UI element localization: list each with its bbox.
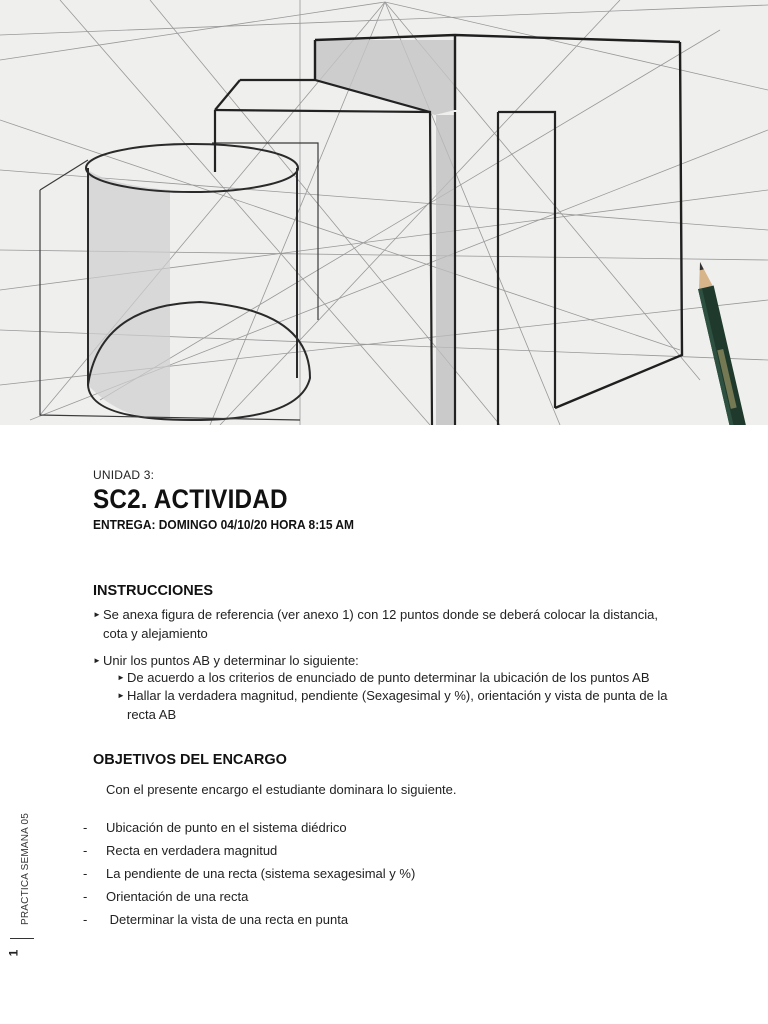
- objectives-heading: OBJETIVOS DEL ENCARGO: [93, 752, 287, 768]
- header-block: [93, 468, 693, 532]
- objectives-intro: Con el presente encargo el estudiante dominara lo siguiente.: [106, 782, 457, 797]
- instructions-heading: INSTRUCCIONES: [93, 583, 214, 599]
- hero-sketch-image: [0, 0, 768, 425]
- instruction-item: ► Unir los puntos AB y determinar lo siguiente:: [93, 653, 359, 668]
- delivery-date: ENTREGA: DOMINGO 04/10/20 HORA 8:15 AM: [93, 517, 354, 532]
- instruction-subitem: ► Hallar la verdadera magnitud, pendiente (Sexagesimal y %), orientación y vista de punta de la recta AB: [117, 688, 668, 722]
- triangle-bullet-icon: ►: [117, 691, 125, 700]
- unit-label: UNIDAD 3:: [93, 468, 155, 482]
- page-title: SC2. ACTIVIDAD: [93, 484, 288, 514]
- instruction-item: ► Se anexa figura de referencia (ver anexo 1) con 12 puntos donde se deberá colocar la distancia, cota y alejamiento: [93, 607, 659, 641]
- triangle-bullet-icon: ►: [117, 673, 125, 682]
- triangle-bullet-icon: ►: [93, 610, 101, 619]
- instruction-subitem: ► De acuerdo a los criterios de enunciado de punto determinar la ubicación de los puntos AB: [117, 670, 650, 685]
- triangle-bullet-icon: ►: [93, 656, 101, 665]
- sidebar-label: PRACTICA SEMANA 05: [20, 813, 31, 925]
- page-number: 1: [6, 949, 21, 957]
- perspective-sketch-drawing: [0, 0, 768, 425]
- sidebar-divider: [10, 938, 34, 939]
